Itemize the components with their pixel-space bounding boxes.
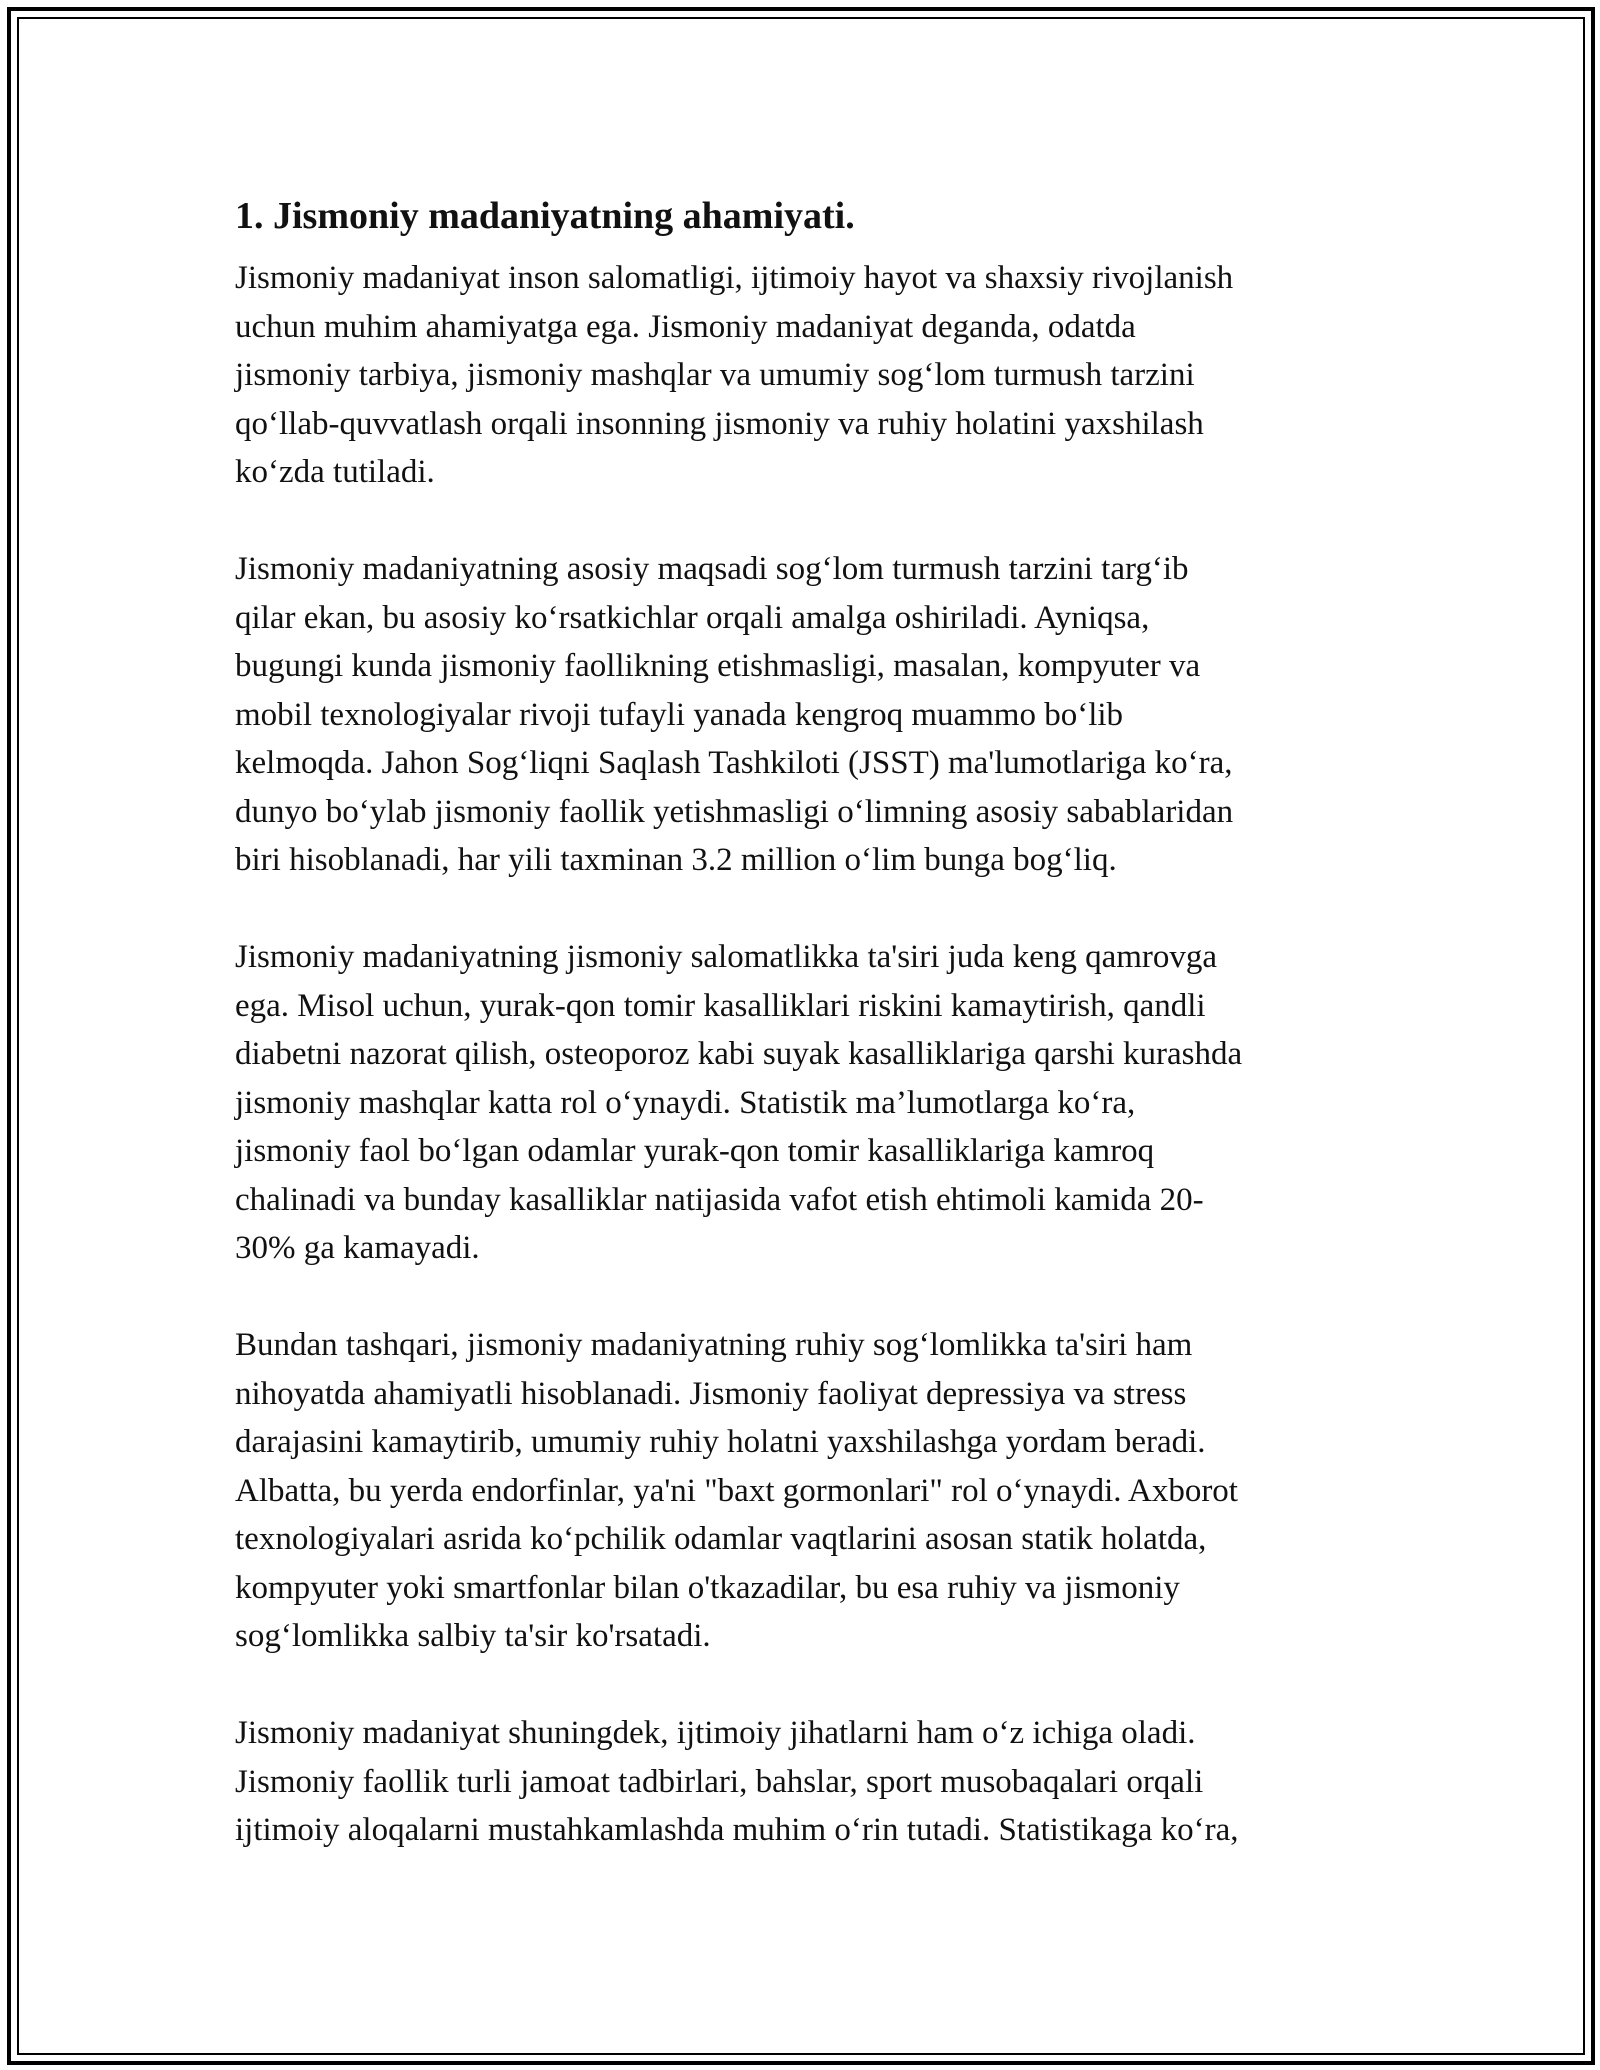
- paragraph: [235, 1709, 1385, 1855]
- paragraph-line: Jismoniy madaniyat inson salomatligi, ijtimoiy hayot va shaxsiy rivojlanish: [235, 260, 1234, 296]
- paragraph: [235, 545, 1385, 885]
- paragraph-line: Jismoniy madaniyatning asosiy maqsadi sog‘lom turmush tarzini targ‘ib: [235, 551, 1189, 587]
- paragraph-line: kelmoqda. Jahon Sog‘liqni Saqlash Tashkiloti (JSST) ma'lumotlariga ko‘ra,: [235, 745, 1233, 781]
- paragraph-line: ijtimoiy aloqalarni mustahkamlashda muhim o‘rin tutadi. Statistikaga ko‘ra,: [235, 1812, 1239, 1848]
- paragraph-line: biri hisoblanadi, har yili taxminan 3.2 million o‘lim bunga bog‘liq.: [235, 842, 1117, 878]
- paragraph-line: mobil texnologiyalar rivoji tufayli yanada kengroq muammo bo‘lib: [235, 696, 1124, 733]
- paragraph: [235, 254, 1385, 497]
- paragraph-line: 30% ga kamayadi.: [235, 1230, 480, 1266]
- paragraph-line: chalinadi va bunday kasalliklar natijasida vafot etish ehtimoli kamida 20-: [235, 1181, 1204, 1218]
- paragraph-line: Jismoniy madaniyatning jismoniy salomatlikka ta'siri juda keng qamrovga: [235, 939, 1218, 975]
- paragraph-line: Jismoniy faollik turli jamoat tadbirlari, bahslar, sport musobaqalari orqali: [235, 1763, 1204, 1800]
- paragraph-line: diabetni nazorat qilish, osteoporoz kabi suyak kasalliklariga qarshi kurashda: [235, 1036, 1243, 1072]
- paragraph-line: jismoniy tarbiya, jismoniy mashqlar va umumiy sog‘lom turmush tarzini: [235, 357, 1195, 393]
- paragraph-line: Jismoniy madaniyat shuningdek, ijtimoiy jihatlarni ham o‘z ichiga oladi.: [235, 1715, 1196, 1751]
- paragraph: [235, 933, 1385, 1273]
- paragraph: [235, 1321, 1385, 1661]
- paragraph-line: sog‘lomlikka salbiy ta'sir ko'rsatadi.: [235, 1618, 711, 1654]
- paragraph-line: Albatta, bu yerda endorfinlar, ya'ni "baxt gormonlari" rol o‘ynaydi. Axborot: [235, 1472, 1238, 1509]
- paragraph-line: bugungi kunda jismoniy faollikning etishmasligi, masalan, kompyuter va: [235, 648, 1201, 684]
- paragraph-line: qo‘llab-quvvatlash orqali insonning jismoniy va ruhiy holatini yaxshilash: [235, 405, 1204, 442]
- paragraph-line: jismoniy faol bo‘lgan odamlar yurak-qon tomir kasalliklariga kamroq: [235, 1133, 1155, 1169]
- paragraph-line: nihoyatda ahamiyatli hisoblanadi. Jismoniy faoliyat depressiya va stress: [235, 1375, 1187, 1412]
- paragraph-list: [235, 254, 1385, 1855]
- paragraph-line: qilar ekan, bu asosiy ko‘rsatkichlar orqali amalga oshiriladi. Ayniqsa,: [235, 599, 1150, 636]
- paragraph-line: ko‘zda tutiladi.: [235, 454, 435, 490]
- document-body: [235, 186, 1385, 1903]
- paragraph-line: darajasini kamaytirib, umumiy ruhiy holatni yaxshilashga yordam beradi.: [235, 1424, 1206, 1460]
- paragraph-line: jismoniy mashqlar katta rol o‘ynaydi. Statistik ma’lumotlarga ko‘ra,: [235, 1084, 1136, 1121]
- paragraph-line: texnologiyalari asrida ko‘pchilik odamlar vaqtlarini asosan statik holatda,: [235, 1521, 1207, 1557]
- paragraph-line: dunyo bo‘ylab jismoniy faollik yetishmasligi o‘limning asosiy sabablaridan: [235, 793, 1234, 830]
- paragraph-line: kompyuter yoki smartfonlar bilan o'tkazadilar, bu esa ruhiy va jismoniy: [235, 1569, 1180, 1606]
- section-heading: 1. Jismoniy madaniyatning ahamiyati.: [235, 195, 855, 237]
- paragraph-line: ega. Misol uchun, yurak-qon tomir kasalliklari riskini kamaytirish, qandli: [235, 987, 1206, 1024]
- paragraph-line: Bundan tashqari, jismoniy madaniyatning ruhiy sog‘lomlikka ta'siri ham: [235, 1327, 1193, 1363]
- paragraph-line: uchun muhim ahamiyatga ega. Jismoniy madaniyat deganda, odatda: [235, 308, 1136, 345]
